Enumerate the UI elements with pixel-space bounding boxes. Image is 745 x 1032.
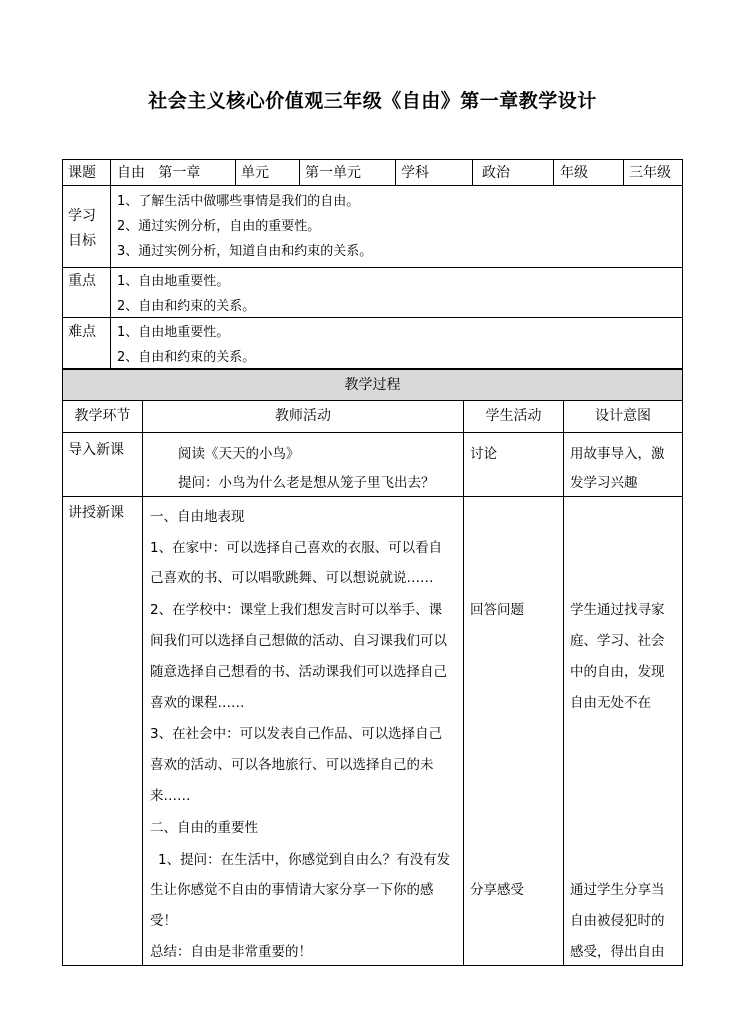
teacher-activity-line: 2、在学校中：课堂上我们想发言时可以举手、课 <box>150 602 443 618</box>
design-intent-line: 自由无处不在 <box>570 695 651 711</box>
teacher-activity-line: 提问：小鸟为什么老是想从笼子里飞出去？ <box>178 475 435 491</box>
key-point-item: 2、自由和约束的关系。 <box>117 299 256 314</box>
key-point-item: 1、自由地重要性。 <box>117 274 230 289</box>
grade-label: 年级 <box>560 165 588 181</box>
teacher-activity-line: 喜欢的活动、可以各地旅行、可以选择自己的未 <box>150 757 434 773</box>
objective-item: 3、通过实例分析，知道自由和约束的关系。 <box>117 244 373 259</box>
student-activity: 回答问题 <box>470 602 524 618</box>
column-header: 设计意图 <box>595 408 651 424</box>
unit-value: 第一单元 <box>305 165 361 181</box>
teacher-activity-line: 阅读《天天的小鸟》 <box>178 446 300 462</box>
difficulty-item: 1、自由地重要性。 <box>117 325 230 340</box>
teacher-activity-line: 一、自由地表现 <box>150 509 245 525</box>
student-activity: 分享感受 <box>470 882 524 898</box>
design-intent-line: 自由被侵犯时的 <box>570 913 665 929</box>
teacher-activity-line: 3、在社会中：可以发表自己作品、可以选择自己 <box>150 726 443 742</box>
teacher-activity-line: 1、在家中：可以选择自己喜欢的衣服、可以看自 <box>150 540 443 556</box>
column-header: 学生活动 <box>485 408 542 424</box>
grade-value: 三年级 <box>629 165 671 181</box>
teacher-activity-line: 1、提问：在生活中，你感觉到自由么？有没有发 <box>158 852 451 868</box>
process-header: 教学过程 <box>344 377 401 393</box>
column-header: 教学环节 <box>74 408 131 424</box>
objective-item: 2、通过实例分析，自由的重要性。 <box>117 219 321 234</box>
unit-label: 单元 <box>241 165 269 181</box>
objective-item: 1、了解生活中做哪些事情是我们的自由。 <box>117 194 360 209</box>
stage-intro: 导入新课 <box>68 442 124 458</box>
teacher-activity-line: 总结：自由是非常重要的！ <box>150 944 312 960</box>
subject-label: 学科 <box>401 165 429 181</box>
key-points-label: 重点 <box>68 273 96 289</box>
teacher-activity-line: 生让你感觉不自由的事情请大家分享一下你的感 <box>150 882 434 898</box>
column-header: 教师活动 <box>275 408 331 424</box>
design-intent-line: 中的自由，发现 <box>570 664 665 680</box>
design-intent-line: 感受，得出自由 <box>570 944 665 960</box>
difficulty-item: 2、自由和约束的关系。 <box>117 350 256 365</box>
teacher-activity-line: 随意选择自己想看的书、活动课我们可以选择自己 <box>150 664 447 680</box>
objectives-label-1: 学习 <box>68 208 96 224</box>
objectives-label-2: 目标 <box>68 233 96 249</box>
teacher-activity-line: 二、自由的重要性 <box>150 820 258 836</box>
teacher-activity-line: 来…… <box>150 788 191 804</box>
subject-value: 政治 <box>482 165 510 181</box>
difficulties-label: 难点 <box>68 324 96 340</box>
page-title: 社会主义核心价值观三年级《自由》第一章教学设计 <box>148 90 597 112</box>
student-activity: 讨论 <box>470 446 497 462</box>
design-intent-line: 学生通过找寻家 <box>570 602 665 618</box>
design-intent-line: 通过学生分享当 <box>570 882 665 898</box>
teacher-activity-line: 己喜欢的书、可以唱歌跳舞、可以想说就说…… <box>150 570 434 586</box>
teacher-activity-line: 间我们可以选择自己想做的活动、自习课我们可以 <box>150 633 447 649</box>
teacher-activity-line: 受！ <box>150 913 177 929</box>
design-intent-line: 用故事导入，激 <box>570 446 665 462</box>
design-intent-line: 庭、学习、社会 <box>570 633 665 649</box>
course-value: 自由 第一章 <box>117 165 201 181</box>
stage-lecture: 讲授新课 <box>68 505 124 521</box>
course-label: 课题 <box>68 165 96 181</box>
design-intent-line: 发学习兴趣 <box>570 475 638 491</box>
teacher-activity-line: 喜欢的课程…… <box>150 695 245 711</box>
